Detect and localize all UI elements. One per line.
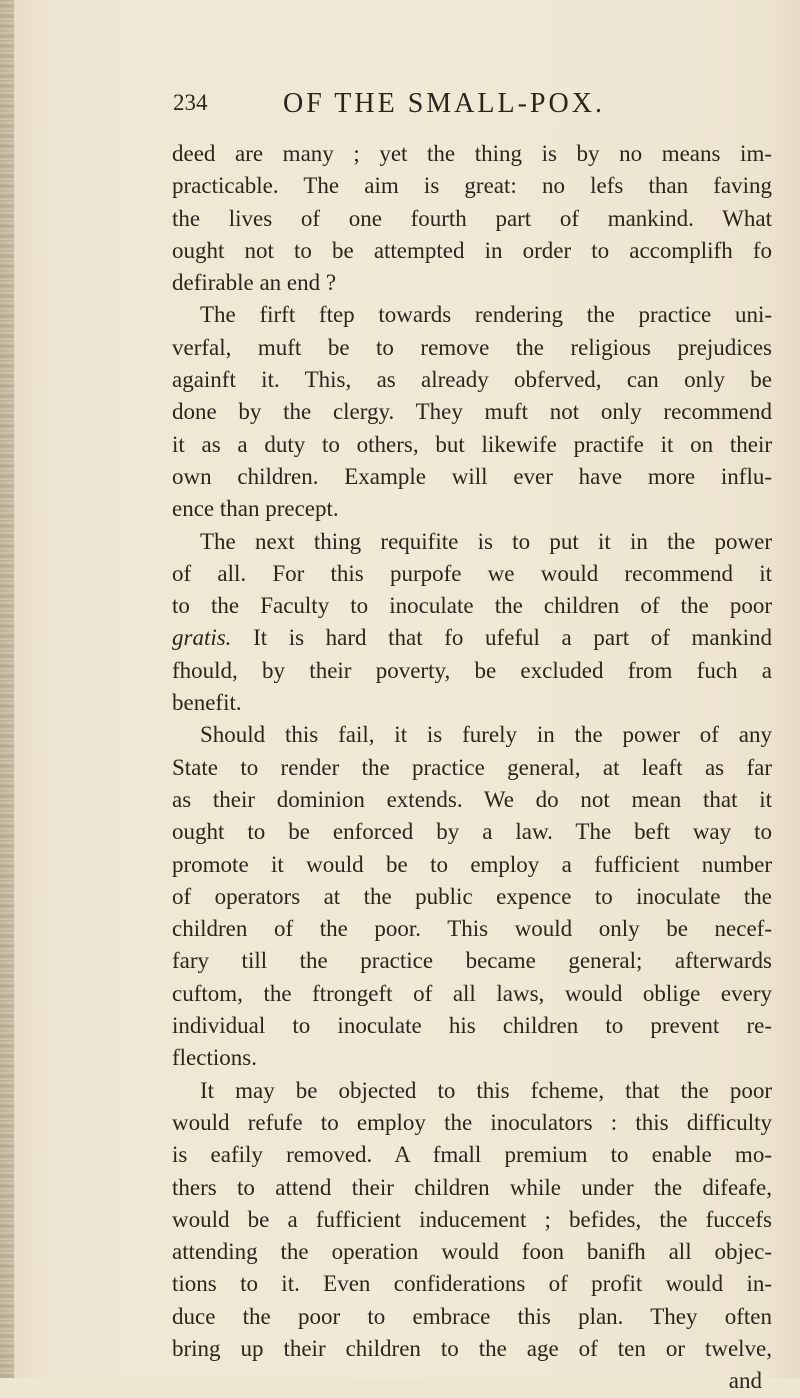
text-line: individual to inoculate his children to prevent re- <box>172 1013 772 1039</box>
text-line: duce the poor to embrace this plan. They often <box>172 1303 772 1329</box>
text-line: flections. <box>172 1045 257 1071</box>
text-line: own children. Example will ever have more influ- <box>172 463 772 489</box>
page-header <box>173 88 693 128</box>
text-line: ought not to be attempted in order to accomplifh fo <box>172 237 772 263</box>
text-line-remainder: It is hard that fo ufeful a part of mankind <box>253 625 773 651</box>
page-number: 234 <box>173 90 208 115</box>
text-line: State to render the practice general, at leaft as far <box>172 754 772 780</box>
text-line: would refufe to employ the inoculators : this difficulty <box>172 1109 772 1135</box>
binding-gutter <box>0 0 14 1378</box>
text-line: deed are many ; yet the thing is by no means im- <box>172 141 772 166</box>
text-line: ought to be enforced by a law. The beft way to <box>172 819 772 845</box>
text-line: ence than precept. <box>172 496 339 522</box>
text-line: it as a duty to others, but likewife practife it on their <box>172 431 772 457</box>
text-line: tions to it. Even confiderations of profit would in- <box>172 1271 772 1297</box>
text-line: as their dominion extends. We do not mean that it <box>172 786 772 812</box>
text-line: attending the operation would foon banifh all objec- <box>172 1239 772 1265</box>
paragraph-start-line: Should this fail, it is furely in the power of any <box>200 722 772 748</box>
text-line: promote it would be to employ a fufficient number <box>172 851 772 877</box>
text-line: bring up their children to the age of ten or twelve, <box>172 1335 772 1361</box>
text-line: againft it. This, as already obferved, can only be <box>172 367 772 393</box>
text-line: benefit. <box>172 690 242 716</box>
text-line: thers to attend their children while under the difeafe, <box>172 1174 772 1200</box>
text-line: is eafily removed. A fmall premium to enable mo- <box>172 1142 772 1168</box>
italic-word: gratis. <box>172 625 232 651</box>
text-line: the lives of one fourth part of mankind. What <box>172 205 772 231</box>
body-text <box>172 138 772 1398</box>
paragraph-start-line: It may be objected to this fcheme, that the poor <box>200 1077 772 1103</box>
running-title: OF THE SMALL-POX. <box>283 88 605 119</box>
text-line-gratis <box>172 622 772 654</box>
text-line: cuftom, the ftrongeft of all laws, would oblige every <box>172 980 772 1006</box>
paragraph-start-line: The firft ftep towards rendering the practice uni- <box>200 302 772 328</box>
text-line: verfal, muft be to remove the religious prejudices <box>172 334 772 360</box>
text-line: fary till the practice became general; afterwards <box>172 948 772 974</box>
text-line: defirable an end ? <box>172 270 337 296</box>
text-line: would be a fufficient inducement ; befides, the fuccefs <box>172 1206 772 1232</box>
catchword: and <box>728 1368 762 1394</box>
text-line: fhould, by their poverty, be excluded from fuch a <box>172 657 772 683</box>
text-line: to the Faculty to inoculate the children of the poor <box>172 593 772 619</box>
text-line: of all. For this purpofe we would recommend it <box>172 560 772 586</box>
text-line: practicable. The aim is great: no lefs than faving <box>172 173 772 199</box>
text-line: children of the poor. This would only be necef- <box>172 916 772 942</box>
text-line: of operators at the public expence to inoculate the <box>172 883 772 909</box>
paragraph-start-line: The next thing requifite is to put it in the power <box>200 528 772 554</box>
text-line: done by the clergy. They muft not only recommend <box>172 399 772 425</box>
